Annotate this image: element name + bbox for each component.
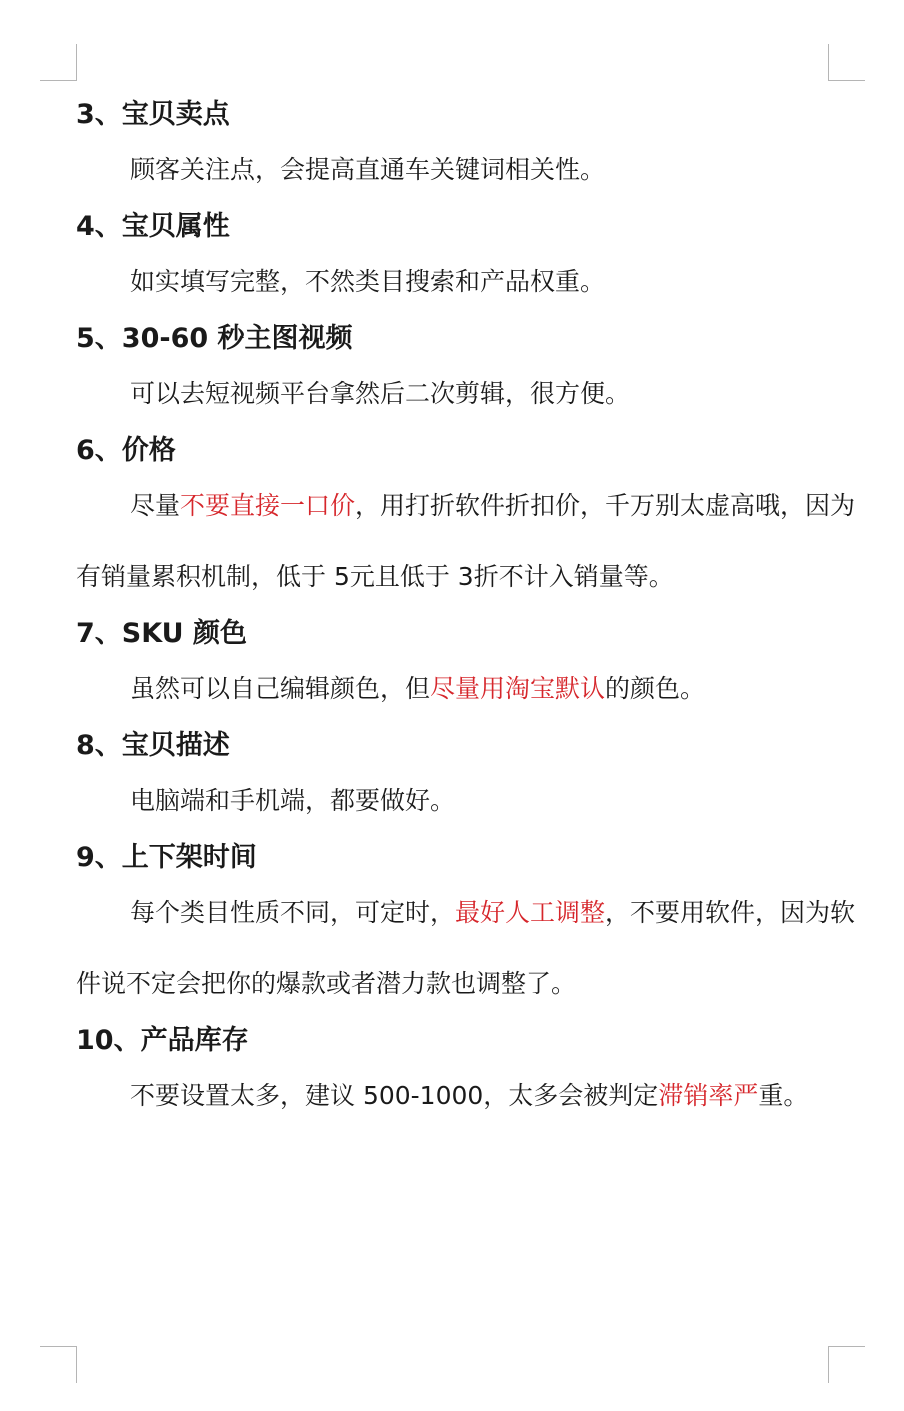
- text-run: 虽然可以自己编辑颜色，但: [130, 674, 431, 703]
- page-corner-mark-top-left: [40, 44, 77, 81]
- text-run: ，不要用软件，因为软件说不定会把你的爆款或者潜力款也调整了。: [76, 898, 856, 998]
- text-run: 可以去短视频平台拿然后二次剪辑，很方便。: [130, 379, 631, 408]
- section-paragraph: [76, 765, 856, 836]
- document-body: [76, 96, 856, 1134]
- section-paragraph: [76, 470, 856, 612]
- section-heading: 10、产品库存: [76, 1025, 249, 1056]
- text-run: 电脑端和手机端，都要做好。: [130, 786, 456, 815]
- section-paragraph: [76, 1060, 856, 1131]
- text-run: 顾客关注点，会提高直通车关键词相关性。: [130, 155, 606, 184]
- highlighted-text: 最好人工调整: [455, 898, 606, 927]
- section-heading: 4、宝贝属性: [76, 211, 230, 242]
- text-run: 不要设置太多，建议 500-1000，太多会被判定: [130, 1081, 659, 1110]
- highlighted-text: 尽量用淘宝默认: [430, 674, 606, 703]
- page-corner-mark-bottom-right: [828, 1346, 865, 1383]
- section-heading: 6、价格: [76, 435, 176, 466]
- section-heading: 8、宝贝描述: [76, 730, 230, 761]
- page-corner-mark-top-right: [828, 44, 865, 81]
- text-run: 重。: [758, 1081, 809, 1110]
- section-heading: 3、宝贝卖点: [76, 99, 230, 130]
- section-heading: 7、SKU 颜色: [76, 618, 248, 649]
- section-paragraph: [76, 246, 856, 317]
- section-paragraph: [76, 877, 856, 1019]
- text-run: 每个类目性质不同，可定时，: [130, 898, 456, 927]
- section-heading: 5、30-60 秒主图视频: [76, 323, 353, 354]
- text-run: ，用打折软件折扣价，千万别太虚高哦，因为有销量累积机制，低于 5元且低于 3折不计入销量等。: [76, 491, 856, 591]
- text-run: 如实填写完整，不然类目搜索和产品权重。: [130, 267, 606, 296]
- text-run: 尽量: [130, 491, 181, 520]
- page-corner-mark-bottom-left: [40, 1346, 77, 1383]
- highlighted-text: 不要直接一口价: [180, 491, 356, 520]
- text-run: 的颜色。: [605, 674, 706, 703]
- section-paragraph: [76, 358, 856, 429]
- section-paragraph: [76, 653, 856, 724]
- highlighted-text: 滞销率严: [658, 1081, 759, 1110]
- section-paragraph: [76, 134, 856, 205]
- section-heading: 9、上下架时间: [76, 842, 257, 873]
